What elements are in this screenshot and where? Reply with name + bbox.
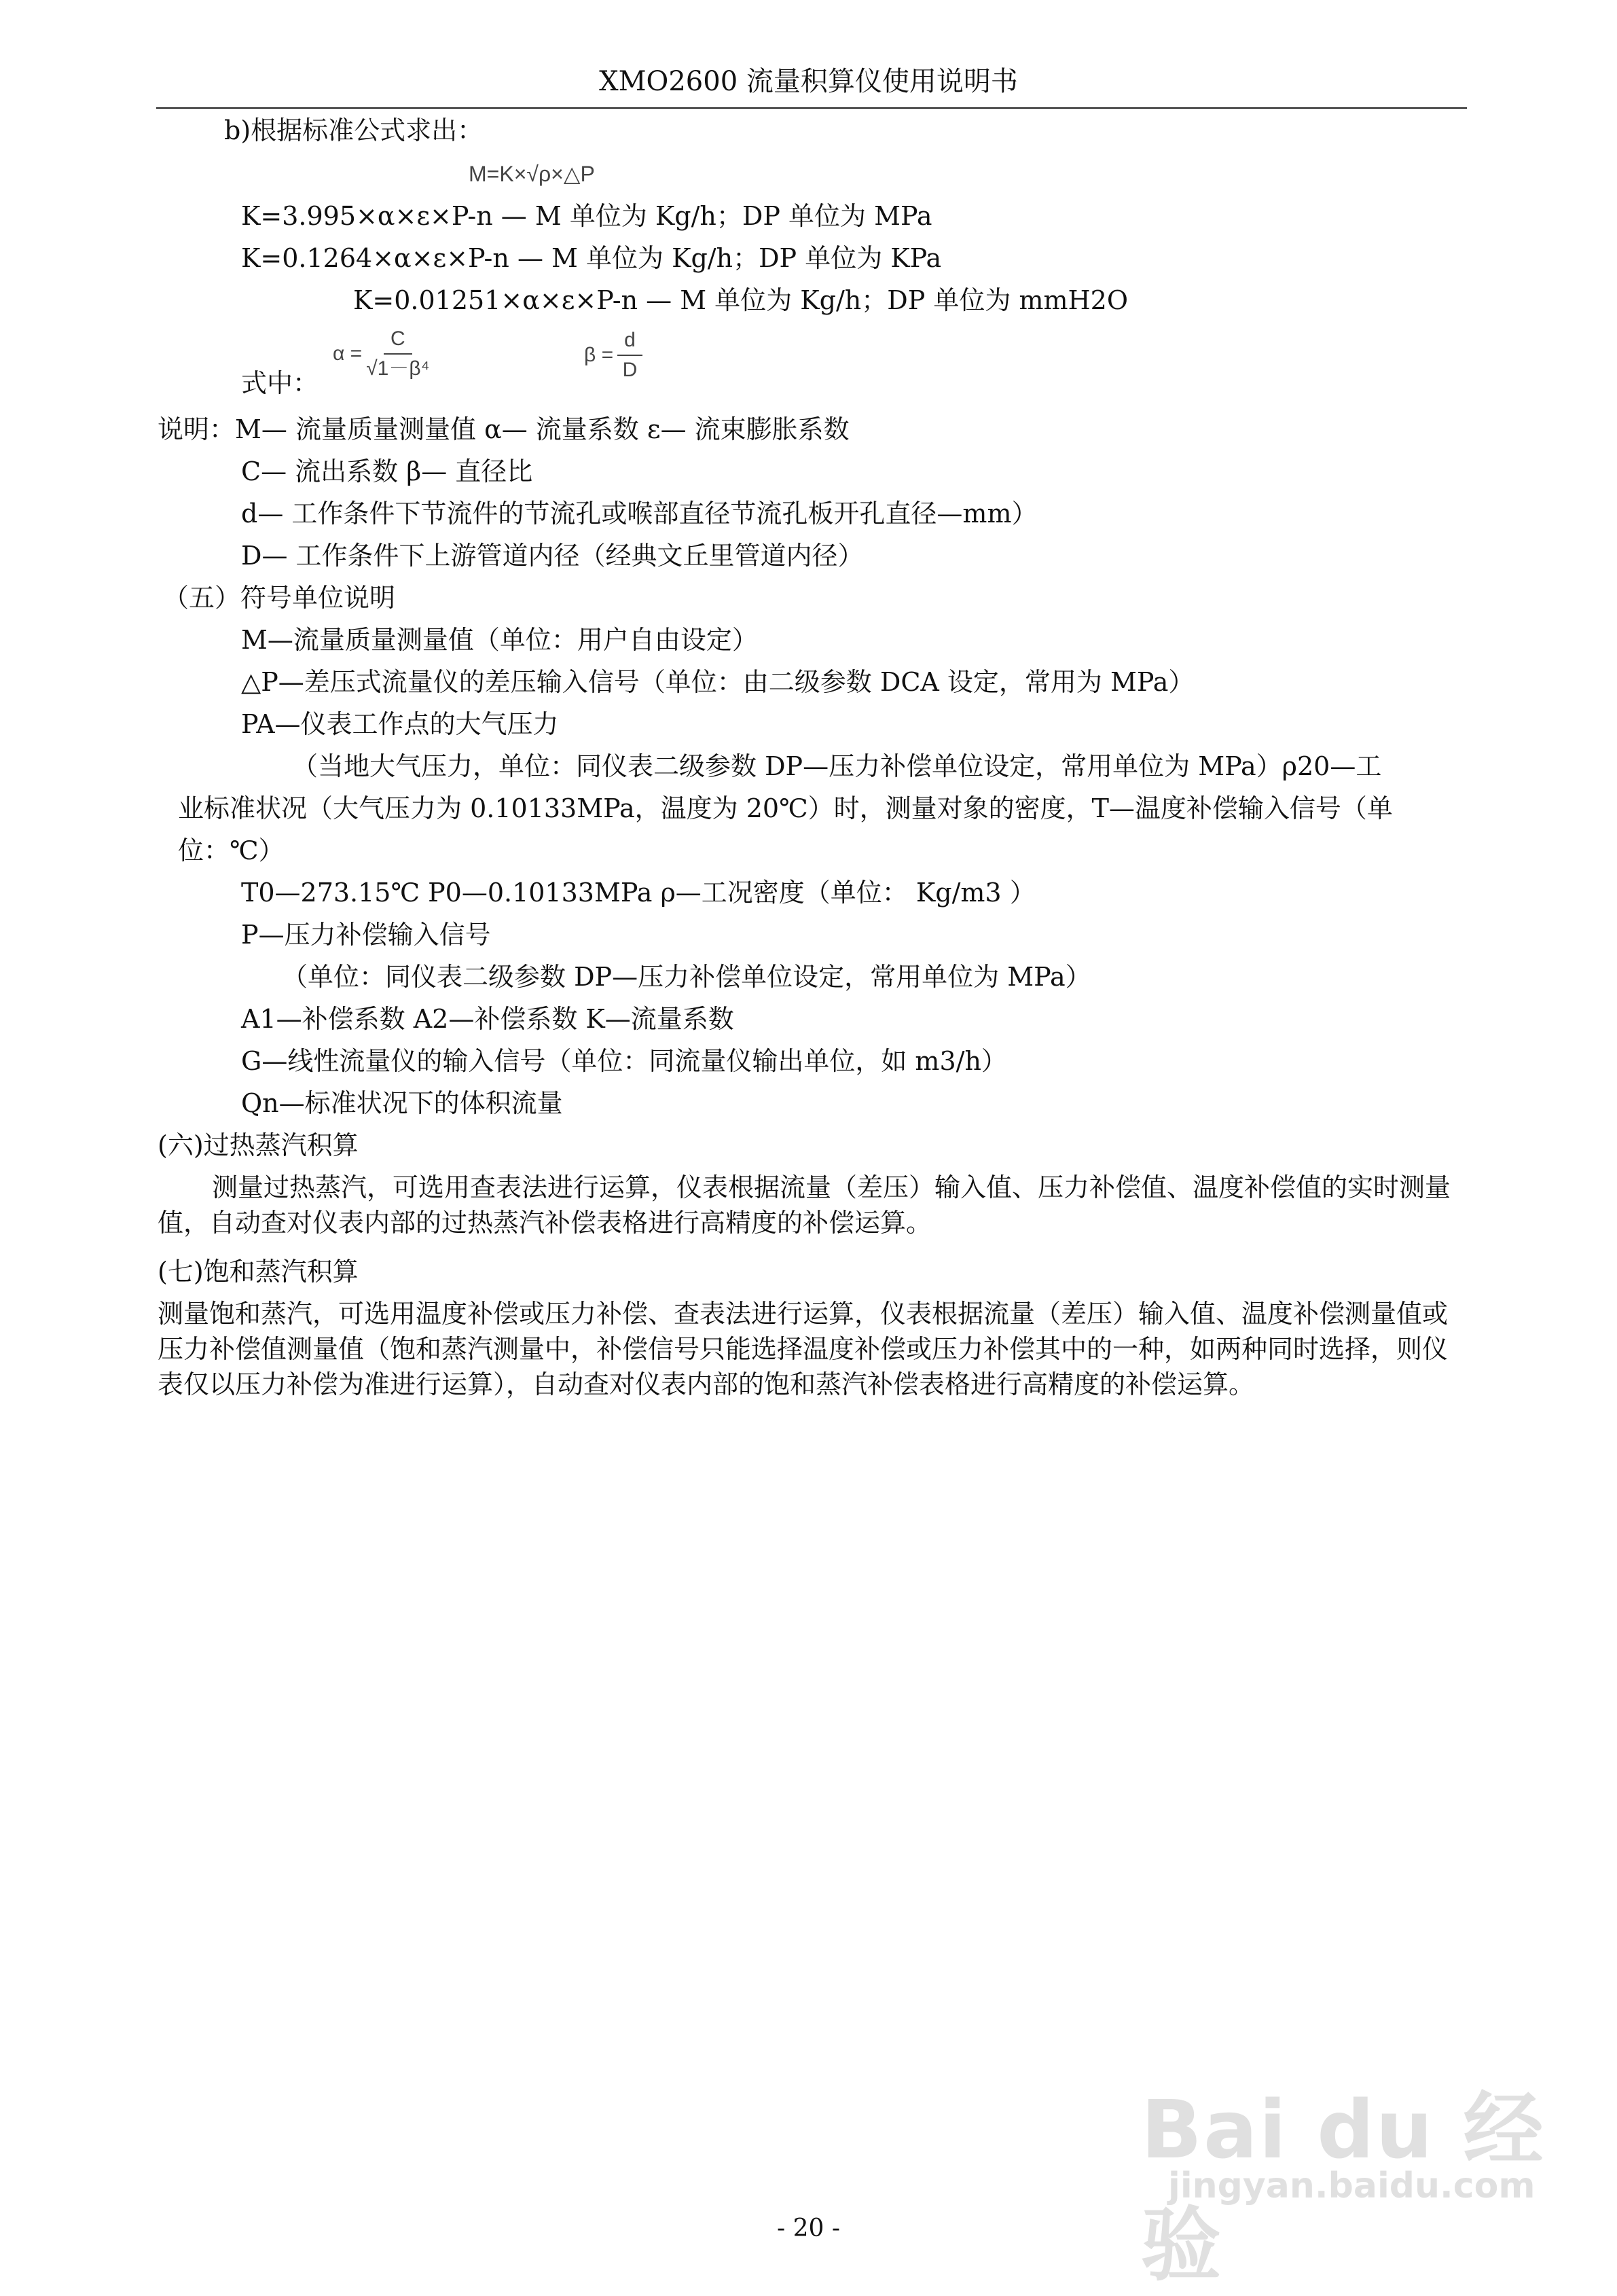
symbol-line-qn: Qn—标准状况下的体积流量 xyxy=(241,1088,563,1118)
watermark-logo: Bai du 经验 xyxy=(1141,2083,1545,2292)
where-label: 式中： xyxy=(241,368,319,398)
beta-formula xyxy=(584,329,642,382)
explanation-line-2: C— 流出系数 β— 直径比 xyxy=(241,456,533,486)
k-line-2: K=0.1264×α×ε×P-n — M 单位为 Kg/h；DP 单位为 KPa xyxy=(241,243,942,273)
explanation-line-4: D— 工作条件下上游管道内径（经典文丘里管道内径） xyxy=(241,541,864,571)
beta-numerator: d xyxy=(617,329,642,356)
page-number: - 20 - xyxy=(776,2214,841,2242)
beta-prefix: β = xyxy=(584,344,614,366)
section-6-heading: (六)过热蒸汽积算 xyxy=(158,1130,359,1160)
symbol-line-g: G—线性流量仪的输入信号（单位：同流量仪输出单位，如 m3/h） xyxy=(241,1046,1007,1076)
symbol-line-t-unit: 位：℃） xyxy=(178,836,285,865)
k-line-1: K=3.995×α×ε×P-n — M 单位为 Kg/h；DP 单位为 MPa xyxy=(241,201,932,231)
section-7-body: 测量饱和蒸汽，可选用温度补偿或压力补偿、查表法进行运算，仪表根据流量（差压）输入值、温度补偿测量值或压力补偿值测量值（饱和蒸汽测量中，补偿信号只能选择温度补偿或压力补偿其中的一种，如两种同时选择，则仪表仅以压力补偿为准进行运算），自动查对仪表内部的饱和蒸汽补偿表格进行高精度的补偿运算。 xyxy=(158,1299,1449,1399)
alpha-formula xyxy=(333,327,430,380)
symbol-line-dp: △P—差压式流量仪的差压输入信号（单位：由二级参数 DCA 设定，常用为 MPa） xyxy=(241,667,1195,697)
alpha-denominator: √1－β⁴ xyxy=(366,357,430,380)
beta-denominator: D xyxy=(622,359,638,381)
section-5-heading: （五）符号单位说明 xyxy=(163,583,396,613)
section-7-heading: (七)饱和蒸汽积算 xyxy=(158,1257,359,1287)
symbol-line-t0-p0: T0—273.15℃ P0—0.10133MPa ρ—工况密度（单位： Kg/m3 ） xyxy=(241,878,1036,908)
baidu-jingyan-watermark xyxy=(1141,2065,1548,2292)
explanation-line-1: 说明：M— 流量质量测量值 α— 流量系数 ε— 流束膨胀系数 xyxy=(158,414,850,444)
symbol-line-p-unit: （单位：同仪表二级参数 DP—压力补偿单位设定，常用单位为 MPa） xyxy=(282,962,1091,992)
watermark-url: jingyan.baidu.com xyxy=(1168,2166,1536,2206)
explanation-line-3: d— 工作条件下节流件的节流孔或喉部直径节流孔板开孔直径—mm） xyxy=(241,499,1038,528)
page-header-title: XMO2600 流量积算仪使用说明书 xyxy=(599,66,1018,97)
symbol-line-pa: PA—仪表工作点的大气压力 xyxy=(241,709,559,739)
symbol-line-p: P—压力补偿输入信号 xyxy=(241,920,491,950)
symbol-line-coefficients: A1—补偿系数 A2—补偿系数 K—流量系数 xyxy=(241,1004,734,1034)
header-rule xyxy=(156,107,1467,109)
section-b-heading: b)根据标准公式求出： xyxy=(224,115,484,145)
main-formula: M=K×√ρ×△P xyxy=(469,162,595,186)
section-6-body: 测量过热蒸汽，可选用查表法进行运算，仪表根据流量（差压）输入值、压力补偿值、温度补偿值的实时测量值，自动查对仪表内部的过热蒸汽补偿表格进行高精度的补偿运算。 xyxy=(158,1172,1451,1238)
symbol-line-rho20: 业标准状况（大气压力为 0.10133MPa，温度为 20℃）时，测量对象的密度，T—温度补偿输入信号（单 xyxy=(178,793,1393,823)
alpha-numerator: C xyxy=(384,327,412,355)
alpha-prefix: α = xyxy=(333,342,363,365)
symbol-line-pa-detail: （当地大气压力，单位：同仪表二级参数 DP—压力补偿单位设定，常用单位为 MPa）ρ20—工 xyxy=(292,751,1382,781)
symbol-line-m: M—流量质量测量值（单位：用户自由设定） xyxy=(241,625,758,655)
k-line-3: K=0.01251×α×ε×P-n — M 单位为 Kg/h；DP 单位为 mmH2O xyxy=(353,285,1128,315)
